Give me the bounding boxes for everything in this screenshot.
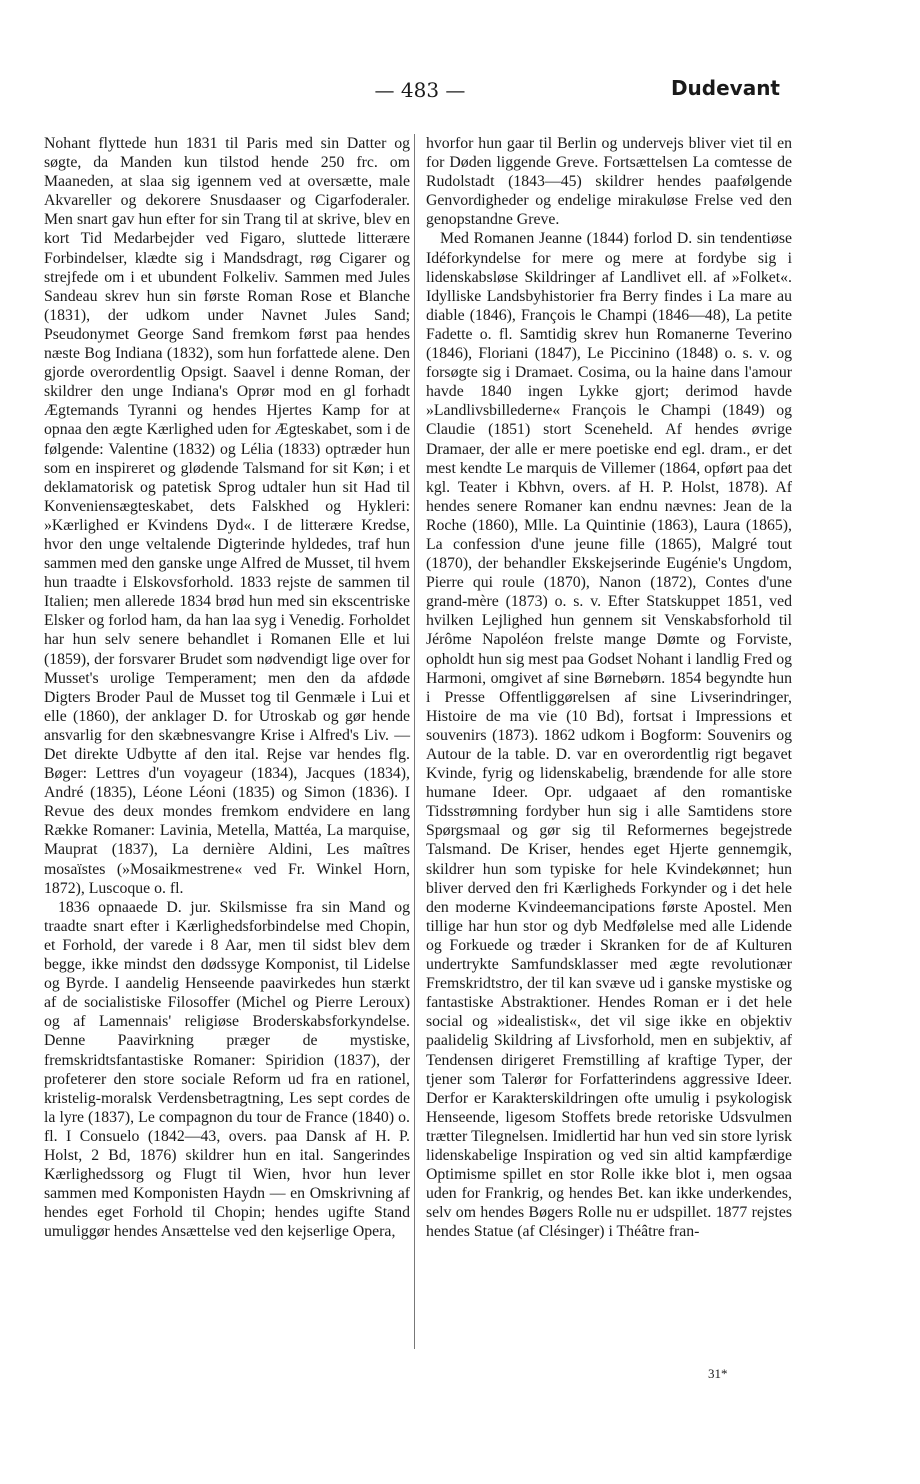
right-paragraph-2: Med Romanen Jeanne (1844) forlod D. sin tendentiøse Idéforkyndelse for mere og mere at fordybe sig i lidenskabsløse Skildringer af Landlivet ell. af »Folket«. Idylliske Landsbyhistorier fra Berry findes i La mare au diable (1846), François le Champi (1846—48), La petite Fadette o. fl. Samtidig skrev hun Romanerne Teverino (1846), Floriani (1847), Le Piccinino (1848) o. s. v. og forsøgte sig i Dramaet. Cosima, ou la haine dans l'amour havde 1840 ingen Lykke gjort; derimod havde »Landlivsbillederne« François le Champi (1849) og Claudie (1851) stort Sceneheld. Af hendes øvrige Dramaer, der alle er mere poetiske end egl. dram., er det mest kendte Le marquis de Villemer (1864, opført paa det kgl. Teater i Kbhvn, overs. af H. P. Holst, 1878). Af hendes senere Romaner kan endnu nævnes: Jean de la Roche (1860), Mlle. La Quintinie (1863), Laura (1865), La confession d'une jeune fille (1865), Malgré tout (1870), der behandler Ekskejserinde Eugénie's Ungdom, Pierre qui roule (1870), Nanon (1872), Contes d'une grand-mère (1873) o. s. v. Efter Statskuppet 1851, ved hvilken Lejlighed hun gennem sit Venskabsforhold til Jérôme Napoléon frelste mange Dømte og Forviste, opholdt hun sig mest paa Godset Nohant i landlig Fred og Harmoni, omgivet af sine Børnebørn. 1854 begyndte hun i Presse Offentliggørelsen af sine Livserindringer, Histoire de ma vie (10 Bd), fortsat i Impressions et souvenirs (1873). 1862 udkom i Bogform: Souvenirs og Autour de la table. D. var en overordentlig rigt begavet Kvinde, fyrig og lidenskabelig, brændende for alle store humane Ideer. Opr. udgaaet af den romantiske Tidsstrømning fordyber hun sig i alle Samtidens store Spørgsmaal og gør sig til Reformernes begejstrede Talsmand. De Kriser, hendes eget Hjerte gennemgik, skildrer hun som typiske for hele Kvindekønnet; hun bliver derved den fri Kærligheds Forkynder og i det hele den moderne Kvindeemancipations første Apostel. Men tillige har hun stor og dyb Medfølelse med alle Lidende og Forkuede og træder i Skranken for de af Kulturen undertrykte Samfundsklasser med ægte revolutionær Fremskridtstro, der til kan svæve ud i ganske mystiske og fantastiske Abstraktioner. Hendes Roman er i det hele social og »idealistisk«, det vil sige ikke en objektiv paalidelig Skildring af Livsforhold, men en subjektiv, af Tendensen dirigeret Fremstilling af kraftige Typer, der tjener som Talerør for Forfatterindens aggressive Ideer. Derfor er Karakterskildringen ofte umulig i psykologisk Henseende, ligesom Stoffets brede retoriske Udsvulmen trætter Tilegnelsen. Imidlertid har hun ved sin store lyrisk lidenskabelige Inspiration og ved sin altid kampfærdige Optimisme spillet en stor Rolle ikke blot i, men ogsaa uden for Frankrig, og hendes Bet. kan ikke underkendes, selv om hendes Bøgers Rolle nu er udspillet. 1877 rejstes hendes Statue (af Clésinger) i Théâtre fran- [426, 230, 792, 1241]
right-paragraph-1: hvorfor hun gaar til Berlin og undervejs bliver viet til en for Døden liggende Greve. Fortsættelsen La comtesse de Rudolstadt (1843—45) skildrer hendes paafølgende Genvordigheder og endelige mirakuløse Frelse ved den genopstandne Greve. [426, 135, 792, 229]
running-headword: Dudevant [670, 76, 780, 100]
page-header [40, 78, 780, 112]
left-paragraph-1: Nohant flyttede hun 1831 til Paris med sin Datter og søgte, da Manden kun tilstod hende 250 frc. om Maaneden, at slaa sig igennem ved at oversætte, male Akvareller og dekorere Snusdaaser og Cigarfoderaler. Men snart gav hun efter for sin Trang til at skrive, blev en kort Tid Medarbejder ved Figaro, sluttede litterære Forbindelser, klædte sig i Mandsdragt, røg Cigarer og strejfede om i et ubundent Folkeliv. Sammen med Jules Sandeau skrev hun sin første Roman Rose et Blanche (1831), der udkom under Navnet Jules Sand; Pseudonymet George Sand fremkom først paa hendes næste Bog Indiana (1832), som hun forfattede alene. Den gjorde overordentlig Opsigt. Saavel i denne Roman, der skildrer den unge Indiana's Oprør mod en gl forhadt Ægtemands Tyranni og hendes Hjertes Kamp for at opnaa den ægte Kærlighed uden for Ægteskabet, som i de følgende: Valentine (1832) og Lélia (1833) optræder hun som en inspireret og glødende Talsmand for sit Køn; i et deklamatorisk og patetisk Sprog udtaler hun sit Had til Konveniensægteskabet, dets Falskhed og Hykleri: »Kærlighed er Kvindens Dyd«. I de litterære Kredse, hvor den unge veltalende Digterinde hyldedes, traf hun sammen med den ganske unge Alfred de Musset, til hvem hun traadte i Elskovsforhold. 1833 rejste de sammen til Italien; men allerede 1834 brød hun med sin ekscentriske Elsker og forlod ham, da han laa syg i Venedig. Forholdet har hun selv senere behandlet i Romanen Elle et lui (1859), der forsvarer Brudet som nødvendigt lige over for Musset's urolige Temperament; men den da afdøde Digters Broder Paul de Musset tog til Genmæle i Lui et elle (1860), der anklager D. for Utroskab og gør hende ansvarlig for den skæbnesvangre Krise i Alfred's Liv. — Det direkte Udbytte af den ital. Rejse var hendes flg. Bøger: Lettres d'un voyageur (1834), Jacques (1834), André (1835), Léone Léoni (1835) og Simon (1836). I Revue des deux mondes fremkom endvidere en lang Række Romaner: Lavinia, Metella, Mattéa, La marquise, Mauprat (1837), La dernière Aldini, Les maîtres mosaïstes (»Mosaikmestrene« ved Fr. Winkel Horn, 1872), Luscoque o. fl. [44, 135, 410, 897]
sheet-signature: 31* [708, 1366, 728, 1381]
left-paragraph-2: 1836 opnaaede D. jur. Skilsmisse fra sin Mand og traadte snart efter i Kærlighedsforbindelse med Chopin, et Forhold, der varede i 8 Aar, men til sidst blev dem begge, ikke mindst den dødssyge Komponist, til Lidelse og Byrde. I aandelig Henseende paavirkedes hun stærkt af de socialistiske Filosoffer (Michel og Pierre Leroux) og af Lamennais' religiøse Broderskabsforkyndelse. Denne Paavirkning præger de mystiske, fremskridtsfantastiske Romaner: Spiridion (1837), der profeterer den store sociale Reform ud fra en rationel, kristelig-moralsk Verdensbetragtning, Les sept cordes de la lyre (1837), Le compagnon du tour de France (1840) o. fl. I Consuelo (1842—43, overs. paa Dansk af H. P. Holst, 2 Bd, 1876) skildrer hun en ital. Sangerindes Kærlighedssorg og Flugt til Wien, hvor hun lever sammen med Komponisten Haydn — en Omskrivning af hendes eget Forhold til Chopin; hendes ugifte Stand umuliggør hendes Ansættelse ved den kejserlige Opera, [44, 898, 410, 1241]
left-column [44, 134, 410, 1241]
page-number: — 483 — [374, 78, 466, 102]
column-divider [414, 134, 415, 1349]
right-column [426, 134, 792, 1241]
